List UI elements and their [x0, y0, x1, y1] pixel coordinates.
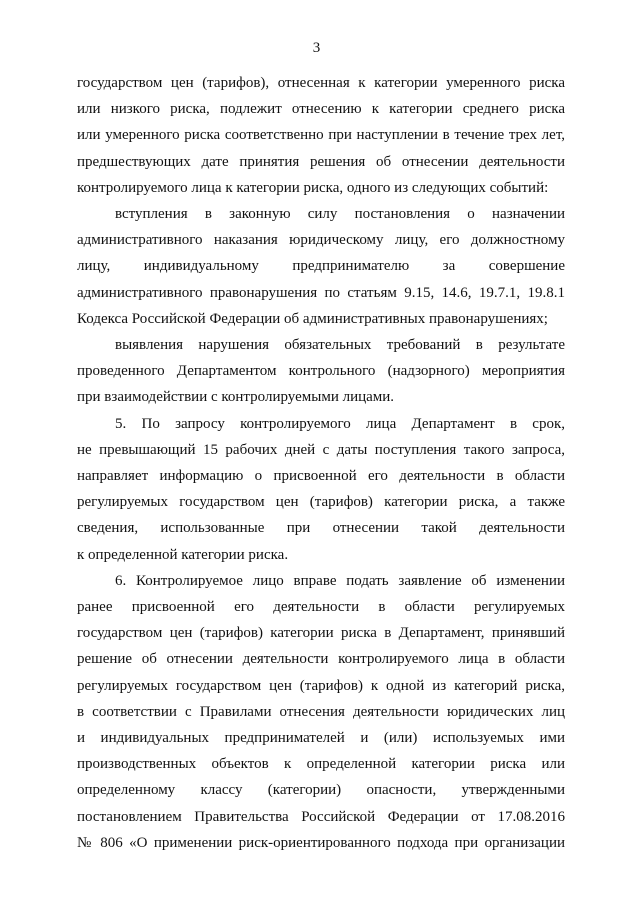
- text-line: не превышающий 15 рабочих дней с даты поступления такого запроса,: [77, 441, 565, 458]
- paragraph-event-1: [77, 201, 565, 332]
- text-line: административного наказания юридическому лицу, его должностному: [77, 232, 565, 249]
- text-line: или умеренного риска соответственно при наступлении в течение трех лет,: [77, 127, 565, 144]
- paragraph-item-5: [77, 411, 565, 568]
- text-line: и индивидуальных предпринимателей и (или) используемых ими: [77, 730, 565, 747]
- paragraph-continuation: [77, 70, 565, 201]
- text-line: контролируемого лица к категории риска, одного из следующих событий:: [77, 179, 549, 196]
- text-line: государством цен (тарифов) категории риска в Департамент, принявший: [77, 625, 565, 642]
- document-body: [77, 70, 565, 856]
- text-line: государством цен (тарифов), отнесенная к категории умеренного риска: [77, 75, 565, 91]
- text-line: проведенного Департаментом контрольного (надзорного) мероприятия: [77, 363, 565, 380]
- page-number: 3: [312, 40, 321, 56]
- text-line: регулируемых государством цен (тарифов) категории риска, а также: [77, 494, 565, 511]
- text-line: Кодекса Российской Федерации об административных правонарушениях;: [77, 310, 548, 327]
- text-line: предшествующих дате принятия решения об отнесении деятельности: [77, 153, 565, 170]
- text-line: ранее присвоенной его деятельности в области регулируемых: [77, 599, 565, 616]
- text-line: 5. По запросу контролируемого лица Департамент в срок,: [115, 415, 565, 432]
- text-line: решение об отнесении деятельности контролируемого лица в области: [77, 651, 565, 668]
- paragraph-event-2: [77, 332, 565, 411]
- text-line: сведения, использованные при отнесении такой деятельности: [77, 520, 565, 537]
- text-line: лицу, индивидуальному предпринимателю за совершение: [77, 258, 565, 275]
- text-line: в соответствии с Правилами отнесения деятельности юридических лиц: [77, 703, 565, 720]
- text-line: 6. Контролируемое лицо вправе подать заявление об изменении: [115, 572, 565, 589]
- text-line: к определенной категории риска.: [77, 546, 289, 563]
- text-line: при взаимодействии с контролируемыми лицами.: [77, 389, 395, 406]
- text-line: выявления нарушения обязательных требований в результате: [115, 337, 565, 354]
- paragraph-item-6: [77, 568, 565, 856]
- text-line: определенному классу (категории) опасности, утвержденными: [77, 782, 565, 799]
- text-line: или низкого риска, подлежит отнесению к категории среднего риска: [77, 101, 565, 118]
- text-line: № 806 «О применении риск-ориентированного подхода при организации: [77, 834, 565, 851]
- text-line: регулируемых государством цен (тарифов) к одной из категорий риска,: [77, 677, 565, 694]
- text-line: направляет информацию о присвоенной его деятельности в области: [77, 468, 565, 485]
- text-line: административного правонарушения по статьям 9.15, 14.6, 19.7.1, 19.8.1: [77, 284, 565, 301]
- text-line: производственных объектов к определенной категории риска или: [77, 756, 565, 773]
- text-line: постановлением Правительства Российской Федерации от 17.08.2016: [77, 808, 565, 825]
- text-line: вступления в законную силу постановления о назначении: [115, 206, 565, 223]
